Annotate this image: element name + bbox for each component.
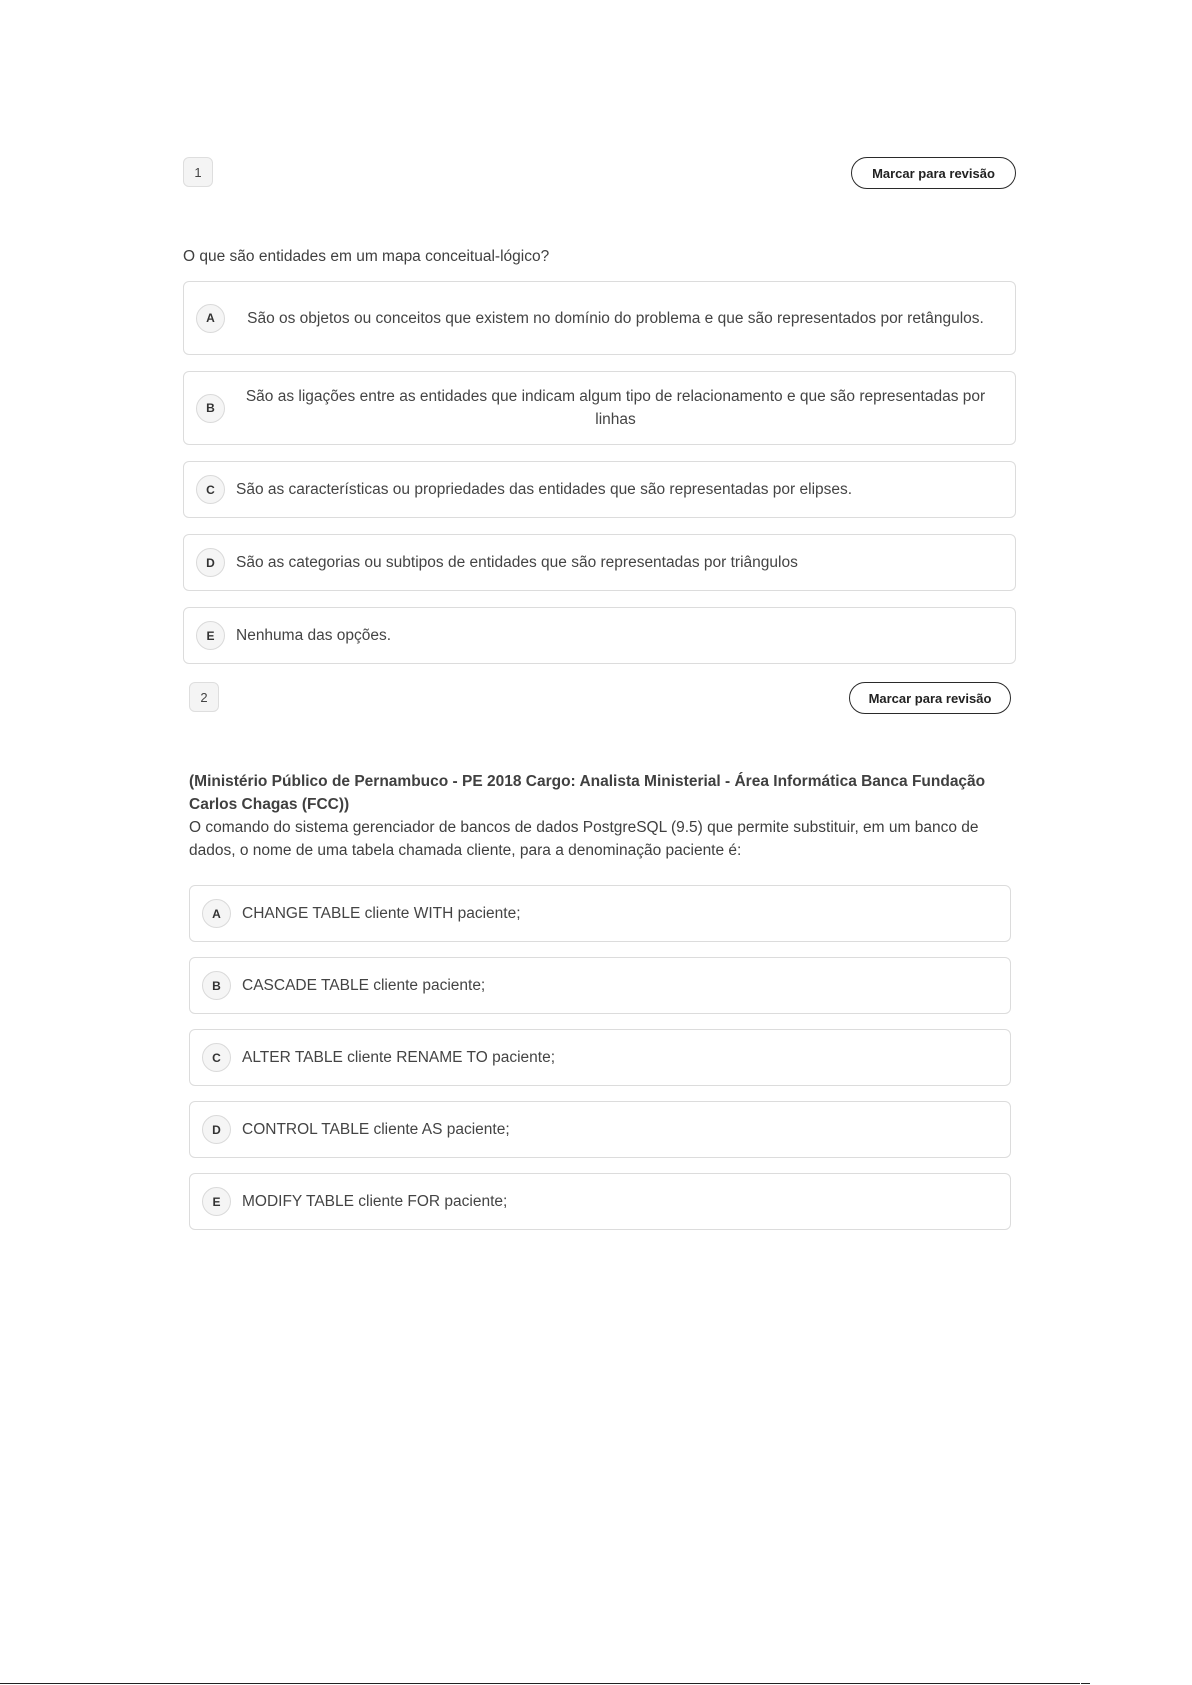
option-text: CASCADE TABLE cliente paciente; — [242, 977, 486, 994]
option-letter-badge: B — [196, 394, 225, 423]
option-e[interactable] — [183, 607, 1016, 664]
option-d[interactable] — [183, 534, 1016, 591]
option-text: São as ligações entre as entidades que indicam algum tipo de relacionamento e que são representadas por linhas — [245, 388, 986, 428]
page-bottom-divider-end — [1081, 1683, 1090, 1684]
option-letter-badge: A — [196, 304, 225, 333]
option-text: ALTER TABLE cliente RENAME TO paciente; — [242, 1049, 556, 1066]
question-text — [189, 770, 1011, 862]
question-number-badge: 2 — [189, 682, 219, 712]
option-c[interactable] — [183, 461, 1016, 518]
question-1 — [183, 157, 1016, 680]
mark-for-review-button[interactable]: Marcar para revisão — [851, 157, 1016, 189]
question-header — [189, 682, 1011, 714]
option-c[interactable] — [189, 1029, 1011, 1086]
option-letter-badge: D — [202, 1115, 231, 1144]
option-letter-badge: C — [196, 475, 225, 504]
option-b[interactable] — [183, 371, 1016, 445]
option-letter-badge: D — [196, 548, 225, 577]
option-text: São os objetos ou conceitos que existem no domínio do problema e que são representados por retângulos. — [247, 309, 984, 327]
option-a[interactable] — [183, 281, 1016, 355]
option-text: São as características ou propriedades das entidades que são representadas por elipses. — [236, 481, 853, 498]
question-2 — [189, 682, 1011, 1245]
question-number-badge: 1 — [183, 157, 213, 187]
option-text: CHANGE TABLE cliente WITH paciente; — [242, 905, 521, 922]
option-text: Nenhuma das opções. — [236, 627, 392, 644]
option-letter-badge: E — [202, 1187, 231, 1216]
option-b[interactable] — [189, 957, 1011, 1014]
question-statement: O comando do sistema gerenciador de bancos de dados PostgreSQL (9.5) que permite substituir, em um banco de dados, o nome de uma tabela chamada cliente, para a denominação paciente é: — [189, 819, 979, 859]
page-bottom-divider — [0, 1683, 1080, 1684]
option-letter-badge: B — [202, 971, 231, 1000]
mark-for-review-button[interactable]: Marcar para revisão — [849, 682, 1011, 714]
option-e[interactable] — [189, 1173, 1011, 1230]
option-a[interactable] — [189, 885, 1011, 942]
question-text: O que são entidades em um mapa conceitual-lógico? — [183, 248, 550, 265]
option-letter-badge: C — [202, 1043, 231, 1072]
option-letter-badge: E — [196, 621, 225, 650]
option-d[interactable] — [189, 1101, 1011, 1158]
option-letter-badge: A — [202, 899, 231, 928]
option-text: CONTROL TABLE cliente AS paciente; — [242, 1121, 510, 1138]
question-source-title: (Ministério Público de Pernambuco - PE 2018 Cargo: Analista Ministerial - Área Informática Banca Fundação Carlos Chagas (FCC)) — [189, 773, 986, 813]
option-text: São as categorias ou subtipos de entidades que são representadas por triângulos — [236, 554, 798, 571]
option-text: MODIFY TABLE cliente FOR paciente; — [242, 1193, 508, 1210]
question-header — [183, 157, 1016, 189]
